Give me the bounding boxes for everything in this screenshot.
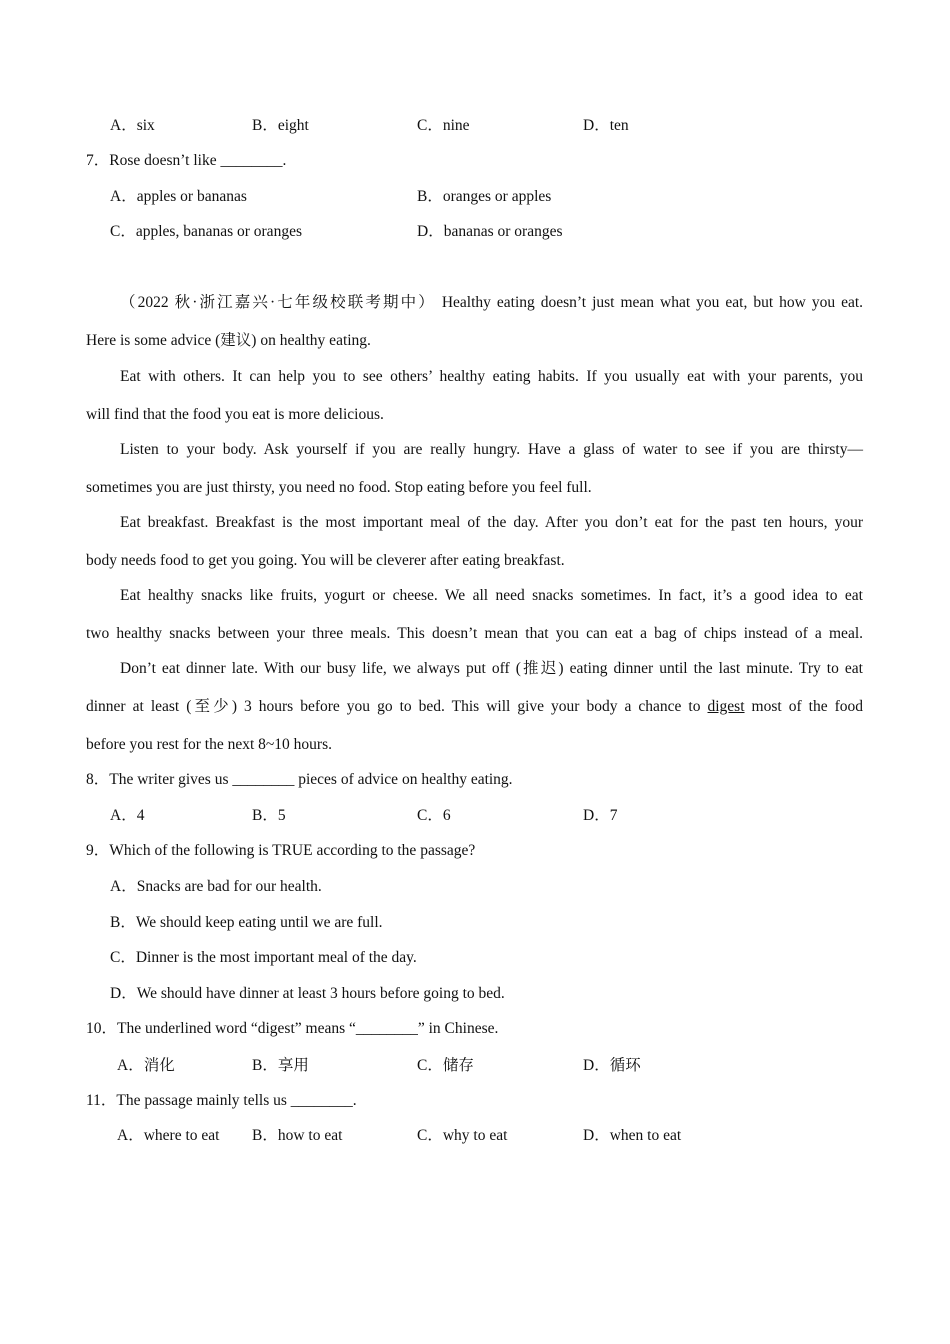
question-text: 11．The passage mainly tells us ________. [86,1092,357,1109]
question-text: 10．The underlined word “digest” means “________” in Chinese. [86,1020,499,1037]
q11-options [0,1125,950,1147]
passage-text: Healthy eating doesn’t just mean what you eat, but how you eat. [441,294,864,311]
passage-line: Here is some advice (建议) on healthy eating. [86,332,371,349]
q10-option-d: D．循环 [583,1057,641,1074]
q11-stem [0,1090,950,1112]
passage-line: sometimes you are just thirsty, you need no food. Stop eating before you feel full. [86,479,592,496]
passage-line: Eat healthy snacks like fruits, yogurt or cheese. We all need snacks sometimes. In fact, it’s a good idea to eat [120,587,863,604]
passage-line: two healthy snacks between your three meals. This doesn’t mean that you can eat a bag of chips instead of a meal. [86,625,863,642]
q6-option-a: A．six [110,117,155,134]
passage-line: before you rest for the next 8~10 hours. [86,736,332,753]
passage-line [0,292,950,314]
q10-options [0,1055,950,1077]
q8-options [0,805,950,827]
q6-option-b: B．eight [252,117,309,134]
passage-line: will find that the food you eat is more delicious. [86,406,384,423]
q6-options [0,115,950,137]
q9-stem [0,840,950,862]
q8-option-c: C．6 [417,807,451,824]
passage-line: Eat with others. It can help you to see others’ healthy eating habits. If you usually eat with your parents, you [120,368,863,385]
q9-option-b: B．We should keep eating until we are full. [110,914,383,931]
passage-line: dinner at least (至少) 3 hours before you go to bed. This will give your body a chance to digest most of the food [86,698,863,715]
q11-option-a: A．where to eat [117,1127,220,1144]
q7-option-b: B．oranges or apples [417,188,552,205]
q10-stem [0,1018,950,1040]
q9-option-d: D．We should have dinner at least 3 hours before going to bed. [110,985,505,1002]
q7-option-c: C．apples, bananas or oranges [110,223,302,240]
passage-line: Listen to your body. Ask yourself if you are really hungry. Have a glass of water to see if you are thirsty— [120,441,863,458]
q10-option-a: A．消化 [117,1057,175,1074]
question-text: 8．The writer gives us ________ pieces of advice on healthy eating. [86,771,513,788]
q10-option-b: B．享用 [252,1057,309,1074]
q9-option-a: A．Snacks are bad for our health. [110,878,322,895]
passage-line: body needs food to get you going. You will be cleverer after eating breakfast. [86,552,565,569]
question-text: 9．Which of the following is TRUE according to the passage? [86,842,476,859]
q9-option-c: C．Dinner is the most important meal of the day. [110,949,417,966]
q6-option-d: D．ten [583,117,629,134]
q8-option-b: B．5 [252,807,286,824]
q8-stem [0,769,950,791]
q11-option-b: B．how to eat [252,1127,343,1144]
q10-option-c: C．储存 [417,1057,474,1074]
q7-options-row2 [0,221,950,243]
q7-options-row1 [0,186,950,208]
passage-source: （2022 秋·浙江嘉兴·七年级校联考期中） [120,294,436,311]
q7-stem [0,150,950,172]
q8-option-a: A．4 [110,807,145,824]
q6-option-c: C．nine [417,117,470,134]
underlined-word-digest: digest [707,698,745,715]
q11-option-c: C．why to eat [417,1127,508,1144]
passage-line: Eat breakfast. Breakfast is the most important meal of the day. After you don’t eat for the past ten hours, your [120,514,863,531]
q8-option-d: D．7 [583,807,618,824]
q7-option-a: A．apples or bananas [110,188,247,205]
passage-line: Don’t eat dinner late. With our busy life, we always put off (推迟) eating dinner until the last minute. Try to eat [120,660,863,677]
q7-option-d: D．bananas or oranges [417,223,563,240]
q11-option-d: D．when to eat [583,1127,682,1144]
question-text: 7．Rose doesn’t like ________. [86,152,287,169]
